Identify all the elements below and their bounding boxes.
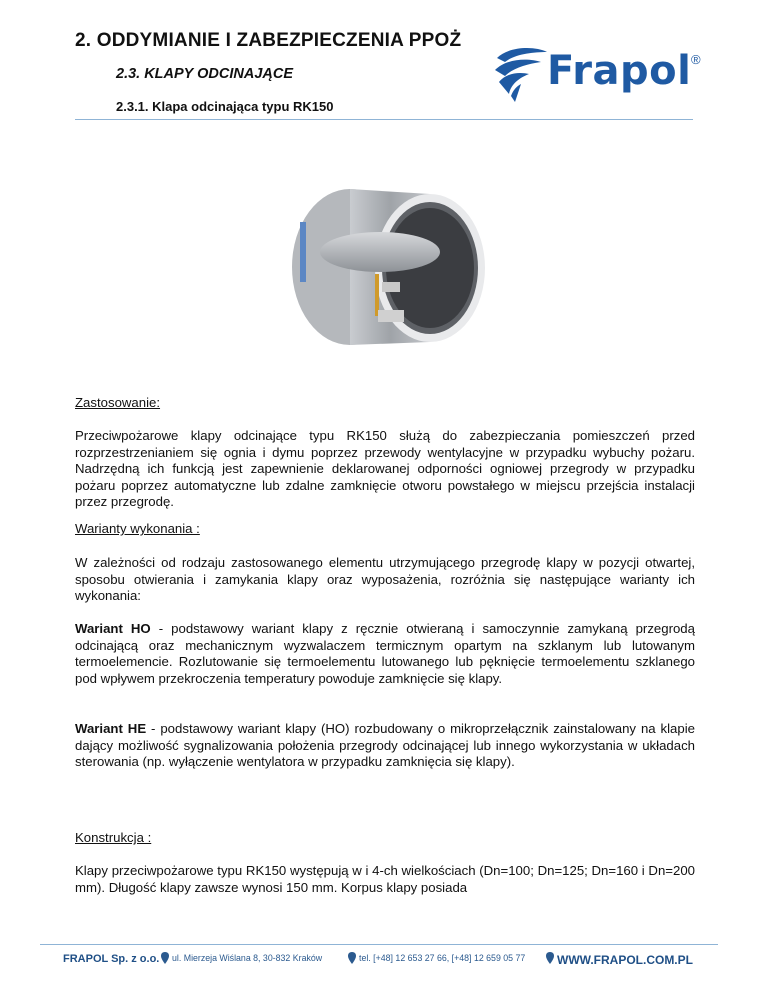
location-pin-icon (161, 952, 169, 964)
subsection-title: 2.3.1. Klapa odcinająca typu RK150 (116, 99, 334, 114)
web-pin-icon (546, 952, 554, 964)
logo-registered-mark: ® (691, 52, 701, 67)
konstrukcja-paragraph: Klapy przeciwpożarowe typu RK150 występują w i 4-ch wielkościach (Dn=100; Dn=125; Dn=160 i Dn=200 mm). Długość klapy zawsze wynosi 150 mm. Korpus klapy posiada (75, 863, 695, 895)
logo-text: Frapol (547, 48, 692, 94)
zastosowanie-paragraph: Przeciwpożarowe klapy odcinające typu RK150 służą do zabezpieczania pomieszczeń przed rozprzestrzenianiem się ognia i dymu poprzez przewody wentylacyjne w przypadku wybuchy pożaru. Nadrzędną ich funkcją jest zapewnienie deklarowanej odporności ogniowej przegrody w przypadku pożaru poprzez automatyczne lub zdalne zamknięcie otworu powstałego w miejscu przejścia instalacji przez przegrodę. (75, 428, 695, 510)
wariant-he-text: - podstawowy wariant klapy (HO) rozbudowany o mikroprzełącznik zainstalowany na klapie dający możliwość sygnalizowania położenia przegrody odcinającej lub innego wykorzystania w układach sterowania (np. wyłączenie wentylatora w przypadku zamknięcia się klapy). (75, 721, 695, 770)
damper-product-image (280, 182, 490, 352)
wariant-he-paragraph (75, 721, 695, 771)
header-rule (75, 119, 693, 120)
warianty-heading: Warianty wykonania : (75, 521, 200, 536)
zastosowanie-heading: Zastosowanie: (75, 395, 161, 410)
footer (0, 949, 768, 969)
konstrukcja-heading: Konstrukcja : (75, 830, 152, 845)
warianty-paragraph: W zależności od rodzaju zastosowanego elementu utrzymującego przegrodę klapy w pozycji otwartej, sposobu otwierania i zamykania klapy oraz wyposażenia, rozróżnia się następujące warianty ich wykonania: (75, 555, 695, 604)
footer-phone: tel. [+48] 12 653 27 66, [+48] 12 659 05 77 (359, 953, 526, 963)
frapol-logo (489, 44, 704, 104)
footer-rule (40, 944, 718, 945)
wariant-he-label: Wariant HE (75, 721, 147, 736)
section-title: 2.3. KLAPY ODCINAJĄCE (116, 66, 293, 82)
footer-website[interactable]: WWW.FRAPOL.COM.PL (557, 953, 693, 967)
footer-address: ul. Mierzeja Wiślana 8, 30-832 Kraków (172, 953, 323, 963)
footer-company: FRAPOL Sp. z o.o. (63, 953, 160, 965)
frapol-swirl-icon (489, 44, 549, 104)
wariant-ho-label: Wariant HO (75, 621, 151, 636)
wariant-ho-text: - podstawowy wariant klapy z ręcznie otwieraną i samoczynnie zamykaną przegrodą odcinającą oraz mechanicznym wyzwalaczem termicznym opartym na szklanym lub lutowanym termoelemencie. Rozlutowanie się termoelementu lutowanego lub pęknięcie termoelementu szklanego pod wpływem przekroczenia temperatury powoduje zamknięcie się klapy. (75, 621, 695, 686)
page-title: 2. ODDYMIANIE I ZABEZPIECZENIA PPOŻ (75, 30, 462, 51)
phone-pin-icon (348, 952, 356, 964)
wariant-ho-paragraph (75, 621, 695, 687)
